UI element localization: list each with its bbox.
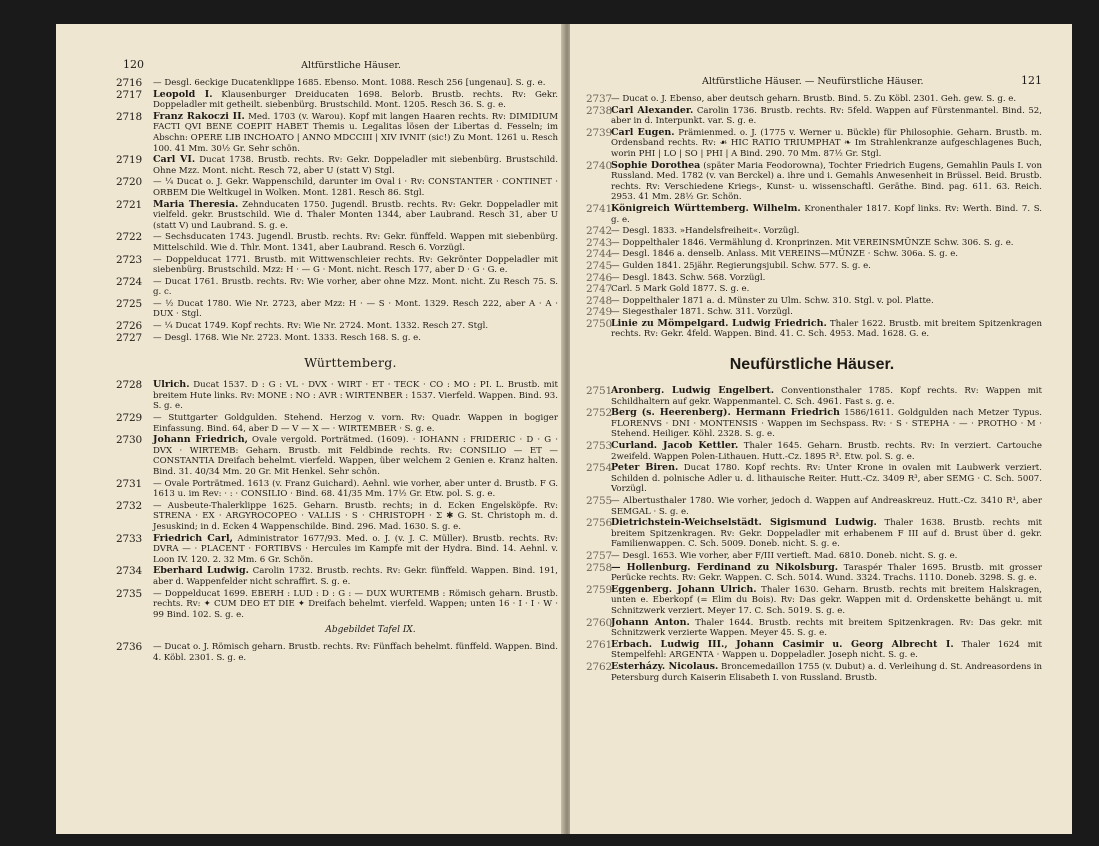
entry-number: 2750 xyxy=(586,317,612,330)
entry-number: 2728 xyxy=(116,379,142,392)
entry-list xyxy=(116,77,559,344)
catalog-entry xyxy=(582,273,1042,284)
entry-number: 2735 xyxy=(116,587,142,600)
entry-number: 2739 xyxy=(586,126,612,139)
catalog-entry xyxy=(582,261,1042,272)
entry-number: 2755 xyxy=(586,495,612,507)
catalog-entry xyxy=(582,463,1042,495)
entry-ruler: Königreich Württemberg. Wilhelm. xyxy=(611,202,801,214)
entry-text: — Desgl. 1768. Wie Nr. 2723. Mont. 1333. Resch 168. S. g. e. xyxy=(153,332,421,343)
catalog-entry xyxy=(116,331,558,344)
entry-ruler: Leopold I. xyxy=(153,88,213,100)
entry-text: Zehnducaten 1750. Jugendl. Brustb. rechts. Rv: Gekr. Doppeladler mit vielfeld. gekr. Brustschild. Wie d. Thaler Monten 1344, aber Laubrand. Resch 31, aber U (statt V) und Laubrand. S. g. e. xyxy=(153,199,558,231)
entry-text: — Doppelthaler 1846. Vermählung d. Kronprinzen. Mit VEREINSMÜNZE Schw. 306. S. g. e. xyxy=(611,237,1014,248)
catalog-entry xyxy=(582,161,1042,203)
entry-text: — Ducat 1761. Brustb. rechts. Rv: Wie vorher, aber ohne Mzz. Mont. nicht. Zu Resch 75. S. g. c. xyxy=(153,276,558,298)
entry-text: — Desgl. 6eckige Ducatenklippe 1685. Ebenso. Mont. 1088. Resch 256 [ungenau]. S. g. e. xyxy=(153,78,546,88)
entry-text: Thaler 1645. Geharn. Brustb. rechts. Rv: In verziert. Cartouche 2weifeld. Wappen Polen-Lithauen. Hutt.-Cz. 1895 R³. Etw. pol. S. g. e. xyxy=(611,441,1042,462)
entry-ruler: Dietrichstein-Weichselstädt. Sigismund Ludwig. xyxy=(611,517,877,529)
entry-list xyxy=(582,386,1042,683)
entry-ruler: Aronberg. Ludwig Engelbert. xyxy=(611,385,775,397)
entry-ruler: Peter Biren. xyxy=(611,462,679,474)
catalog-entry xyxy=(582,319,1042,340)
entry-number: 2748 xyxy=(586,294,612,307)
catalog-entry xyxy=(582,307,1042,318)
entry-ruler: Erbach. Ludwig III., Johann Casimir u. Georg Albrecht I. xyxy=(611,638,954,650)
catalog-entry xyxy=(582,496,1042,517)
entry-text: Ovale vergold. Porträtmed. (1609). · IOHANN : FRIDERIC · D · G · DVX · WIRTEMB: Geharn. Brustb. mit Feldbinde rechts. Rv: CONSILIO — ET — CONSTANTIA Dreifach behelmt. vierfeld. Wappen, über welchem 2 Genien e. Kranz halten. Bind. 31. 40/34 Mm. 20 Gr. Mit Henkel. Sehr schön. xyxy=(153,435,558,477)
entry-number: 2725 xyxy=(116,297,142,310)
entry-number: 2719 xyxy=(116,154,142,167)
plate-note: Abgebildet Tafel IX. xyxy=(325,625,416,636)
entry-text: Taraspér Thaler 1695. Brustb. mit grosser Perücke rechts. Rv: Gekr. Wappen. C. Sch. 5014. Wund. 3324. Trachs. 1110. Doneb. 3298. S. g. e. xyxy=(611,562,1043,584)
entry-number: 2731 xyxy=(116,477,142,490)
entry-text: — Ducat o. J. Römisch geharn. Brustb. rechts. Rv: Fünffach behelmt. fünffeld. Wappen. Bind. 4. Köbl. 2301. S. g. e. xyxy=(153,642,558,663)
entry-text: — Siegesthaler 1871. Schw. 311. Vorzügl. xyxy=(611,307,793,318)
entry-ruler: Linie zu Mömpelgard. Ludwig Friedrich. xyxy=(611,317,827,329)
entry-number: 2724 xyxy=(116,275,142,288)
catalog-entry xyxy=(116,275,558,298)
entry-ruler: Johann Anton. xyxy=(611,616,690,628)
catalog-entry xyxy=(582,518,1042,550)
catalog-entry xyxy=(116,587,558,621)
entry-ruler: Franz Rakoczi II. xyxy=(153,110,245,122)
catalog-entry xyxy=(116,154,559,176)
entry-number: 2716 xyxy=(116,77,142,89)
entry-text: Carolin 1732. Brustb. rechts. Rv: Gekr. fünffeld. Wappen. Bind. 191, aber d. Wappenfelder nicht schraffirt. S. g. e. xyxy=(153,566,559,587)
entry-list xyxy=(116,641,558,663)
entry-number: 2721 xyxy=(116,198,142,211)
entry-number: 2730 xyxy=(116,434,142,447)
catalog-entry xyxy=(116,88,558,111)
entry-text: — Doppelducat 1699. EBERH : LUD : D : G : — DUX WURTEMB : Römisch geharn. Brustb. rechts. Rv: ✦ CUM DEO ET DIE ✦ Dreifach behelmt. vierfeld. Wappen; unten 16 · I · I · W · 99 Bind. 102. S. g. e. xyxy=(153,588,558,620)
entry-number: 2742 xyxy=(586,225,612,238)
entry-ruler: Sophie Dorothea xyxy=(611,159,701,171)
entry-number: 2762 xyxy=(586,660,612,673)
entry-text: — Doppelducat 1771. Brustb. mit Wittwenschleier rechts. Rv: Gekrönter Doppeladler mit siebenbürg. Brustschild. Mzz: H · — G · Mont. nicht. Resch 177, aber D · G · G. e. xyxy=(153,254,558,276)
entry-text: — ¼ Ducat o. J. Gekr. Wappenschild, darunter im Oval i · Rv: CONSTANTER · CONTINET · ORBEM Die Weltkugel in Wolken. Mont. 1281. Resch 86. Stgl. xyxy=(153,177,558,198)
catalog-entry xyxy=(116,532,558,566)
catalog-entry xyxy=(582,386,1042,407)
catalog-entry xyxy=(116,412,558,434)
entry-number: 2753 xyxy=(586,440,612,453)
catalog-entry xyxy=(582,563,1042,584)
entry-ruler: — Hollenburg. Ferdinand zu Nikolsburg. xyxy=(611,561,839,573)
entry-number: 2722 xyxy=(116,231,142,244)
entry-number: 2756 xyxy=(586,517,612,530)
catalog-entry xyxy=(582,640,1042,661)
entry-number: 2754 xyxy=(586,462,612,475)
catalog-entry xyxy=(582,441,1042,462)
entry-text: — Sechsducaten 1743. Jugendl. Brustb. rechts. Rv: Gekr. fünffeld. Wappen mit siebenbürg. Mittelschild. Wie d. Thlr. Mont. 1341, aber Laubrand. Resch 6. Vorzügl. xyxy=(153,232,558,253)
entry-text: — Stuttgarter Goldgulden. Stehend. Herzog v. vorn. Rv: Quadr. Wappen in bogiger Einfassung. Bind. 64, aber D — V — X — · WIRTEMBER · S. g. e. xyxy=(153,413,558,434)
entry-number: 2717 xyxy=(116,88,142,101)
entry-text: — Desgl. 1846 a. denselb. Anlass. Mit VEREINS—MÜNZE · Schw. 306a. S. g. e. xyxy=(611,249,959,260)
section-title: Neufürstliche Häuser. xyxy=(729,356,895,374)
catalog-entry xyxy=(582,408,1042,440)
entry-number: 2746 xyxy=(586,271,612,284)
entry-number: 2757 xyxy=(586,549,612,562)
catalog-entry xyxy=(582,94,1042,105)
entry-text: — Gulden 1841. 25jähr. Regierungsjubil. Schw. 577. S. g. e. xyxy=(611,260,871,271)
entry-ruler: Friedrich Carl, xyxy=(153,532,233,544)
right-page xyxy=(570,24,1072,834)
entry-text: Thaler 1622. Brustb. mit breitem Spitzenkragen rechts. Rv: Gekr. 4feld. Wappen. Bind. 41. C. Sch. 4953. Mad. 1628. G. e. xyxy=(611,318,1043,340)
entry-text: — Doppelthaler 1871 a. d. Münster zu Ulm. Schw. 310. Stgl. v. pol. Platte. xyxy=(611,295,934,306)
entry-text: Klausenburger Dreiducaten 1698. Belorb. Brustb. rechts. Rv: Gekr. Doppeladler mit getheilt. siebenbürg. Brustschild. Mont. 1205. Resch 36. S. g. e. xyxy=(153,89,558,111)
catalog-entry xyxy=(582,296,1042,307)
entry-ruler: Berg (s. Heerenberg). Hermann Friedrich xyxy=(611,407,840,419)
catalog-entry xyxy=(116,77,558,89)
entry-text: — Desgl. 1833. »Handelsfreiheit«. Vorzügl. xyxy=(611,226,800,237)
entry-number: 2733 xyxy=(116,532,142,545)
catalog-entry xyxy=(582,128,1042,160)
entry-number: 2747 xyxy=(586,283,612,296)
catalog-entry xyxy=(582,238,1042,249)
entry-text: Ducat 1537. D : G : VL · DVX · WIRT · ET · TECK · CO : MO : PI. L. Brustb. mit breitem Hute links. Rv: MONE : NO : AVR : WIRTENBER : 1537. Vierfeld. Wappen. Bind. 93. S. g. e. xyxy=(153,380,558,412)
entry-text: Thaler 1624 mit Stempelfehl: ARGENTA · Wappen u. Doppeladler. Joseph nicht. S. g. e. xyxy=(611,639,1042,661)
entry-text: — Desgl. 1653. Wie vorher, aber F/III vertieft. Mad. 6810. Doneb. nicht. S. g. e. xyxy=(611,550,958,561)
entry-number: 2740 xyxy=(586,159,612,172)
catalog-entry xyxy=(116,477,558,500)
catalog-entry xyxy=(582,585,1042,617)
entry-number: 2738 xyxy=(586,104,612,117)
entry-ruler: Maria Theresia. xyxy=(153,198,239,210)
catalog-entry xyxy=(582,204,1042,225)
entry-number: 2734 xyxy=(116,565,142,578)
catalog-entry xyxy=(116,176,558,198)
entry-text: Conventionsthaler 1785. Kopf rechts. Rv: Wappen mit Schildhaltern auf gekr. Wappenmantel. C. Sch. 4961. Fast s. g. e. xyxy=(611,386,1042,407)
entry-text: Thaler 1644. Brustb. rechts mit breitem Spitzenkragen. Rv: Das gekr. mit Schnitzwerk verzierte Wappen. Meyer 45. S. g. e. xyxy=(611,617,1042,639)
entry-text: Ducat 1780. Kopf rechts. Rv: Unter Krone in ovalen mit Laubwerk verziert. Schilden d. polnische Adler u. d. lithauische Reiter. Hutt.-Cz. 3409 R³, aber SEMG · C. Sch. 5007. Vorzügl. xyxy=(611,463,1042,495)
entry-number: 2723 xyxy=(116,253,142,266)
catalog-entry xyxy=(582,551,1042,562)
entry-text: Broncemedaillon 1755 (v. Dubut) a. d. Verleihung d. St. Andreasordens in Petersburg durch Kaiserin Elisabeth I. von Russland. Brustb. xyxy=(611,661,1042,683)
catalog-entry xyxy=(116,499,558,533)
entry-number: 2759 xyxy=(586,583,612,596)
entry-number: 2737 xyxy=(586,93,612,105)
entry-number: 2758 xyxy=(586,561,612,574)
entry-number: 2743 xyxy=(586,236,612,249)
running-head xyxy=(582,74,1042,87)
entry-text: Thaler 1638. Brustb. rechts mit breitem Spitzenkragen. Rv: Gekr. Doppeladler mit erhabenem F III auf d. Brust über d. gekr. Familienwappen. C. Sch. 5009. Doneb. nicht. S. g. e. xyxy=(611,518,1042,550)
entry-number: 2741 xyxy=(586,202,612,215)
entry-text: — ½ Ducat 1780. Wie Nr. 2723, aber Mzz: H · — S · Mont. 1329. Resch 222, aber A · A · DUX · Stgl. xyxy=(153,298,558,320)
entry-number: 2720 xyxy=(116,176,142,189)
entry-number: 2726 xyxy=(116,320,142,333)
entry-number: 2732 xyxy=(116,499,142,512)
entry-text: — Ducat o. J. Ebenso, aber deutsch geharn. Brustb. Bind. 5. Zu Köbl. 2301. Geh. gew. S. g. e. xyxy=(611,94,1017,104)
page-number: 120 xyxy=(123,58,144,71)
catalog-entry xyxy=(582,618,1042,639)
entry-text: — ¼ Ducat 1749. Kopf rechts. Rv: Wie Nr. 2724. Mont. 1332. Resch 27. Stgl. xyxy=(153,321,489,332)
catalog-entry xyxy=(116,231,558,253)
catalog-entry xyxy=(116,434,558,477)
catalog-entry xyxy=(582,284,1042,295)
entry-text: Med. 1703 (v. Warou). Kopf mit langen Haaren rechts. Rv: DIMIDIUM FACTI QVI BENE COEPIT HABET Themis u. Legalitas lösen der Libertas d. Fesseln; im Abschn: OPERE LIB INCHOATO | ANNO MDCCIII | XIV IVNIT (sic!) Zu Mont. 1261 u. Resch 100. 41 Mm. 30½ Gr. Sehr schön. xyxy=(153,111,558,154)
entry-text: — Desgl. 1843. Schw. 568. Vorzügl. xyxy=(611,272,766,283)
entry-text: Administrator 1677/93. Med. o. J. (v. J. C. Müller). Brustb. rechts. Rv: DVRA — · PLACENT · FORTIBVS · Hercules im Kampfe mit der Hydra. Bind. 14. Aehnl. v. Loon IV. 120. 2. 32 Mm. 6 Gr. Schön. xyxy=(153,533,558,565)
entry-number: 2760 xyxy=(586,616,612,629)
entry-ruler: Johann Friedrich, xyxy=(153,434,248,446)
running-head-title: Altfürstliche Häuser. — Neufürstliche Häuser. xyxy=(702,76,924,87)
catalog-entry xyxy=(582,662,1042,683)
entry-text: Ducat 1738. Brustb. rechts. Rv: Gekr. Doppeladler mit siebenbürg. Brustschild. Ohne Mzz. Mont. nicht. Resch 72, aber U (statt V) Stgl. xyxy=(153,155,559,176)
catalog-entry xyxy=(116,641,558,663)
entry-text: Kronenthaler 1817. Kopf links. Rv: Werth. Bind. 7. S. g. e. xyxy=(611,203,1043,225)
running-head-title: Altfürstliche Häuser. xyxy=(301,60,401,71)
entry-number: 2744 xyxy=(586,248,612,261)
entry-number: 2745 xyxy=(586,259,612,272)
page-number: 121 xyxy=(1021,74,1042,87)
entry-text: 1586/1611. Goldgulden nach Metzer Typus. FLORENVS · DNI · MONTENSIS · Wappen im Sechspass. Rv: · S · STEPHA · — · PROTHO · M · Stehend. Heiliger. Köhl. 2328. S. g. e. xyxy=(611,408,1042,440)
entry-text: Carl. 5 Mark Gold 1877. S. g. e. xyxy=(611,284,750,295)
entry-ruler: Ulrich. xyxy=(153,379,190,391)
section-title: Württemberg. xyxy=(304,355,397,371)
entry-ruler: Carl Eugen. xyxy=(611,126,675,138)
entry-ruler: Carl Alexander. xyxy=(611,104,694,116)
entry-number: 2749 xyxy=(586,306,612,319)
entry-text: (später Maria Feodorowna), Tochter Friedrich Eugens, Gemahlin Pauls I. von Russland. Med. 1782 (v. van Berckel) a. ihre und i. Gemahls Anwesenheit in Brüssel. Beid. Brustb. rechts. Rv: Verschiedene Kriegs-, Kunst- u. wissenschaftl. Geräthe. Bind. pag. 611. 63. Reich. 2953. 41 Mm. 28½ Gr. Schön. xyxy=(611,160,1042,203)
catalog-entry xyxy=(116,297,558,320)
entry-number: 2729 xyxy=(116,412,142,425)
left-page xyxy=(56,24,564,834)
entry-ruler: Curland. Jacob Kettler. xyxy=(611,440,739,452)
entry-text: — Albertusthaler 1780. Wie vorher, jedoch d. Wappen auf Andreaskreuz. Hutt.-Cz. 3410 R¹, aber SEMGAL · S. g. e. xyxy=(611,496,1042,517)
entry-ruler: Carl VI. xyxy=(153,154,196,166)
catalog-entry xyxy=(116,565,559,587)
catalog-entry xyxy=(116,198,558,232)
entry-number: 2761 xyxy=(586,638,612,651)
catalog-entry xyxy=(116,320,558,333)
running-head xyxy=(123,58,558,71)
entry-number: 2751 xyxy=(586,385,612,398)
entry-ruler: Esterházy. Nicolaus. xyxy=(611,660,719,672)
catalog-entry xyxy=(582,226,1042,237)
entry-number: 2736 xyxy=(116,641,142,654)
entry-number: 2727 xyxy=(116,331,142,344)
catalog-entry xyxy=(582,249,1042,260)
catalog-entry xyxy=(582,106,1042,127)
entry-ruler: Eberhard Ludwig. xyxy=(153,565,249,577)
entry-number: 2752 xyxy=(586,407,612,420)
catalog-entry xyxy=(116,379,558,412)
entry-list xyxy=(582,94,1042,340)
entry-text: — Ovale Porträtmed. 1613 (v. Franz Guichard). Aehnl. wie vorher, aber unter d. Brustb. F G. 1613 u. im Rev: · : · CONSILIO · Bind. 68. 41/35 Mm. 17½ Gr. Etw. pol. S. g. e. xyxy=(153,478,558,500)
catalog-entry xyxy=(116,110,558,154)
entry-list xyxy=(116,379,559,620)
entry-ruler: Eggenberg. Johann Ulrich. xyxy=(611,583,757,595)
entry-number: 2718 xyxy=(116,110,142,123)
entry-text: — Ausbeute-Thalerklippe 1625. Geharn. Brustb. rechts; in d. Ecken Engelsköpfe. Rv: STRENA · EX · ARGYROCOPEO · VALLIS · S · CHRISTOPH · Σ ✱ G. St. Christoph m. d. Jesuskind; in d. Ecken 4 Wappenschilde. Bind. 296. Mad. 1630. S. g. e. xyxy=(153,500,558,532)
entry-text: Prämienmed. o. J. (1775 v. Werner u. Bückle) für Philosophie. Geharn. Brustb. m. Ordensband rechts. Rv: ☙ HIC RATIO TRIUMPHAT ❧ Im Strahlenkranze aufgeschlagenes Buch, worin PHI | LO | SO | PHI | A Bind. 290. 70 Mm. 87½ Gr. Stgl. xyxy=(611,127,1042,159)
catalog-entry xyxy=(116,253,558,276)
entry-text: Thaler 1630. Geharn. Brustb. rechts mit breitem Halskragen, unten e. Eberkopf (= Elim du Bois). Rv: Das gekr. Wappen mit d. Ordenskette behängt u. mit Schnitzwerk verziert. Meyer 17. C. Sch. 5019. S. g. e. xyxy=(611,584,1042,616)
entry-text: Carolin 1736. Brustb. rechts. Rv: 5feld. Wappen auf Fürstenmantel. Bind. 52, aber in d. Interpunkt. var. S. g. e. xyxy=(611,105,1042,127)
